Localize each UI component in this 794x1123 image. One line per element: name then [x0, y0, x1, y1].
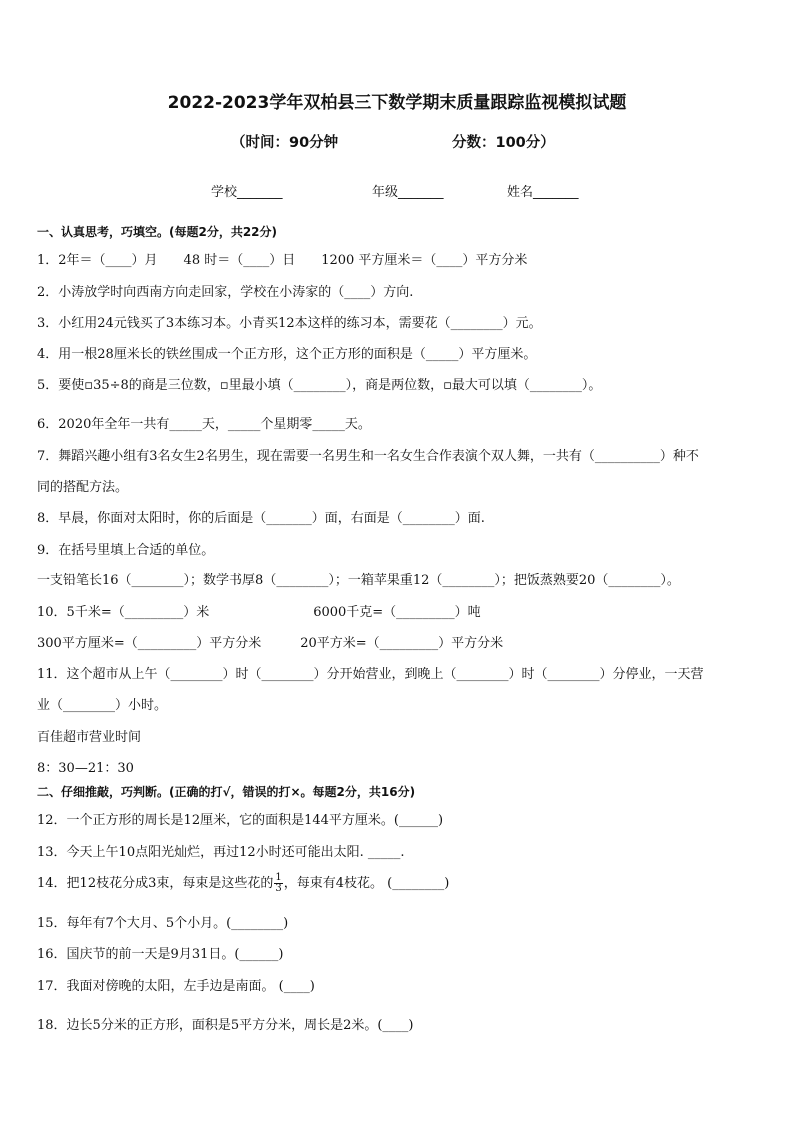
question-14	[37, 872, 449, 894]
question-6: 6．2020年全年一共有_____天，_____个星期零_____天。	[37, 417, 371, 432]
exam-time: （时间：90分钟	[231, 135, 339, 151]
section-1-heading: 一、认真思考，巧填空。(每题2分，共22分)	[37, 225, 278, 239]
grade-field[interactable]: 年级_______	[372, 185, 444, 200]
question-11: 11．这个超市从上午（________）时（________）分开始营业，到晚上（________）时（________）分停业，一天营	[37, 667, 704, 682]
question-14-text-end: ，每束有4枝花。 (________)	[283, 876, 450, 891]
store-hours-value: 8：30—21：30	[37, 761, 134, 776]
question-11-cont: 业（________）小时。	[37, 698, 168, 713]
question-9: 9．在括号里填上合适的单位。	[37, 543, 215, 558]
question-3: 3．小红用24元钱买了3本练习本。小青买12本这样的练习本，需要花（________）元。	[37, 316, 542, 331]
store-hours-label: 百佳超市营业时间	[37, 730, 142, 745]
question-13: 13．今天上午10点阳光灿烂，再过12小时还可能出太阳. _____.	[37, 845, 405, 860]
question-7-cont: 同的搭配方法。	[37, 480, 129, 495]
question-16: 16．国庆节的前一天是9月31日。(______)	[37, 947, 284, 962]
school-field[interactable]: 学校_______	[211, 185, 283, 200]
fraction-denominator: 3	[275, 883, 282, 894]
question-8: 8．早晨，你面对太阳时，你的后面是（_______）面，右面是（________）面.	[37, 511, 485, 526]
fraction-numerator: 1	[275, 872, 282, 883]
question-7: 7．舞蹈兴趣小组有3名女生2名男生，现在需要一名男生和一名女生合作表演个双人舞，一共有（__________）种不	[37, 449, 699, 464]
question-10-cont: 300平方厘米=（_________）平方分米 20平方米=（_________）平方分米	[37, 636, 504, 651]
question-17: 17．我面对傍晚的太阳，左手边是南面。 (____)	[37, 979, 315, 994]
question-9-items: 一支铅笔长16（________）；数学书厚8（________）；一箱苹果重12（________）；把饭蒸熟要20（________）。	[37, 573, 680, 588]
question-12: 12．一个正方形的周长是12厘米，它的面积是144平方厘米。(______)	[37, 813, 444, 828]
name-field[interactable]: 姓名_______	[507, 185, 579, 200]
question-15: 15．每年有7个大月、5个小月。(________)	[37, 916, 289, 931]
fraction-one-third	[274, 873, 282, 894]
exam-score: 分数：100分）	[452, 135, 555, 151]
question-14-text: 14．把12枝花分成3束，每束是这些花的	[37, 876, 274, 891]
page-title: 2022-2023学年双柏县三下数学期末质量跟踪监视模拟试题	[167, 93, 627, 113]
section-2-heading: 二、仔细推敲，巧判断。(正确的打√，错误的打×。每题2分，共16分)	[37, 785, 416, 799]
question-2: 2．小涛放学时向西南方向走回家，学校在小涛家的（____）方向.	[37, 285, 414, 300]
question-1: 1．2年＝（____）月 48 时＝（____）日 1200 平方厘米＝（____）平方分米	[37, 253, 528, 268]
question-5: 5．要使▫35÷8的商是三位数，▫里最小填（________），商是两位数，▫最大可以填（________）。	[37, 378, 602, 393]
question-18: 18．边长5分米的正方形，面积是5平方分米，周长是2米。(____)	[37, 1018, 414, 1033]
question-4: 4．用一根28厘米长的铁丝围成一个正方形，这个正方形的面积是（_____）平方厘米。	[37, 347, 537, 362]
question-10: 10．5千米=（_________）米 6000千克=（_________）吨	[37, 605, 481, 620]
